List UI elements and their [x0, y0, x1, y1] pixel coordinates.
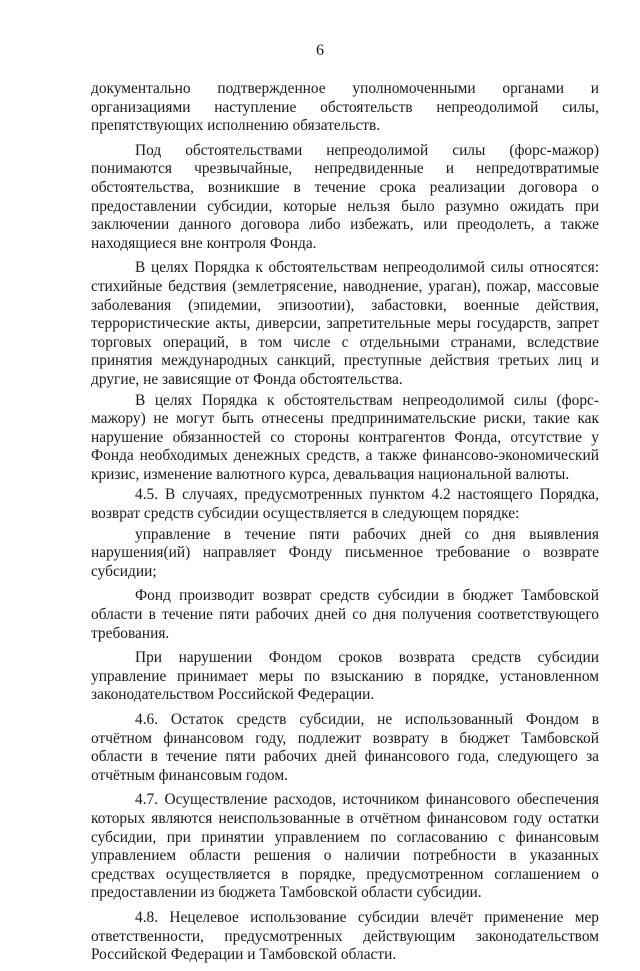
paragraph-clause-4-7: 4.7. Осуществление расходов, источником финансового обеспечения которых являются неиспользованные в отчётном финансовом году остатки субсидии, при принятии управлением по согласованию с финансовым управлением области решения о наличии потребности в указанных средствах осуществляется в порядке, предусмотренном соглашением о предоставлении из бюджета Тамбовской области субсидии.: [91, 791, 599, 902]
paragraph-force-majeure-definition: Под обстоятельствами непреодолимой силы (форс-мажор) понимаются чрезвычайные, непредвиденные и непредотвратимые обстоятельства, возникшие в течение срока реализации договора о предоставлении субсидии, которые нельзя было разумно ожидать при заключении данного договора либо избежать, или преодолеть, а также находящиеся вне контроля Фонда.: [91, 141, 599, 252]
paragraph-recovery-measures: При нарушении Фондом сроков возврата средств субсидии управление принимает меры по взысканию в порядке, установленном законодательством Российской Федерации.: [91, 649, 599, 704]
page-number: 6: [316, 42, 324, 59]
paragraph-continuation: документально подтвержденное уполномоченными органами и организациями наступление обстоятельств непреодолимой силы, препятствующих исполнению обязательств.: [91, 80, 599, 135]
paragraph-return-requirement: управление в течение пяти рабочих дней со дня выявления нарушения(ий) направляет Фонду письменное требование о возврате субсидии;: [91, 525, 599, 580]
paragraph-force-majeure-included: В целях Порядка к обстоятельствам непреодолимой силы относятся: стихийные бедствия (землетрясение, наводнение, ураган), пожар, массовые заболевания (эпидемии, эпизоотии), забастовки, военные действия, террористические акты, диверсии, запретительные меры государств, запрет торговых операций, в том числе с отдельными странами, вследствие принятия международных санкций, преступные действия третьих лиц и другие, не зависящие от Фонда обстоятельства.: [91, 259, 599, 388]
paragraph-fund-return: Фонд производит возврат средств субсидии в бюджет Тамбовской области в течение пяти рабочих дней со дня получения соответствующего требования.: [91, 587, 599, 642]
paragraph-clause-4-5: 4.5. В случаях, предусмотренных пунктом 4.2 настоящего Порядка, возврат средств субсидии осуществляется в следующем порядке:: [91, 486, 599, 523]
paragraph-clause-4-8: 4.8. Нецелевое использование субсидии влечёт применение мер ответственности, предусмотренных действующим законодательством Российской Федерации и Тамбовской области.: [91, 908, 599, 964]
paragraph-clause-4-6: 4.6. Остаток средств субсидии, не использованный Фондом в отчётном финансовом году, подлежит возврату в бюджет Тамбовской области в течение пяти рабочих дней финансового года, следующего за отчётным финансовым годом.: [91, 711, 599, 784]
paragraph-force-majeure-excluded: В целях Порядка к обстоятельствам непреодолимой силы (форс-мажору) не могут быть отнесены предпринимательские риски, такие как нарушение обязанностей со стороны контрагентов Фонда, отсутствие у Фонда необходимых денежных средств, а также финансово-экономический кризис, изменение валютного курса, девальвация национальной валюты.: [91, 391, 599, 483]
document-body: [91, 80, 599, 971]
